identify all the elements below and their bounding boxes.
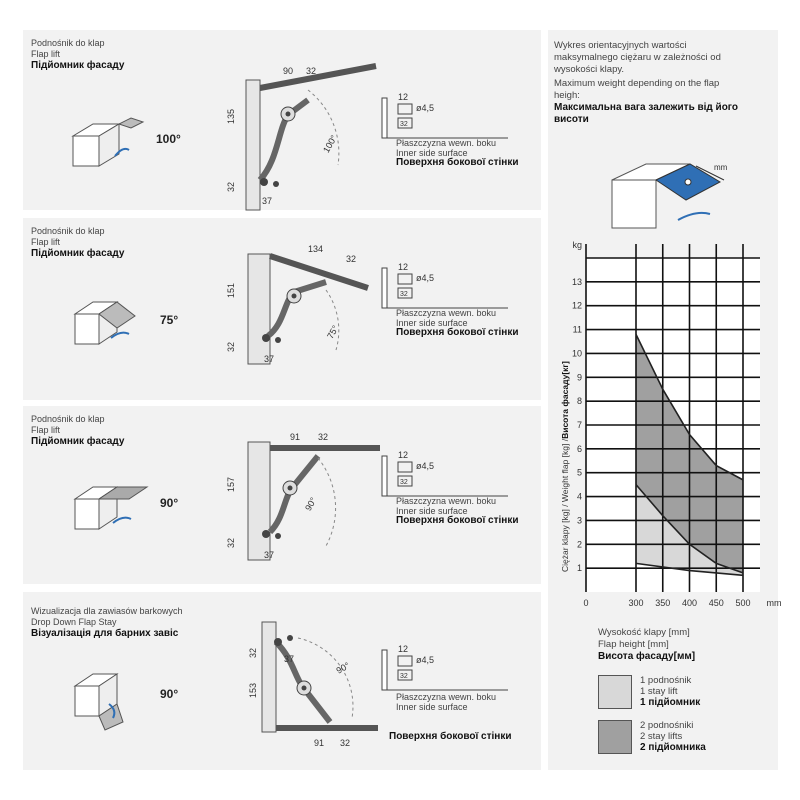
hinge-diagram [218,602,388,762]
dim-c: 37 [284,654,295,664]
dim-h1: 153 [248,682,258,698]
legend-swatch-1 [598,675,632,709]
dim-c: 37 [264,354,275,364]
legend-swatch-2 [598,720,632,754]
dim-h2: 32 [226,537,236,548]
legend-item-1: 1 podnośnik 1 stay lift 1 підйомник [640,675,701,708]
y-tick-label: 3 [576,515,582,526]
cabinet-box-icon [73,294,163,354]
x-tick-label: 300 [628,598,644,608]
svg-text:12: 12 [398,644,409,654]
panel-title: Podnośnik do klap Flap lift Підйомник фасаду [31,414,125,447]
dim-a: 134 [308,244,324,254]
legend-item-2: 2 podnośniki 2 stay lifts 2 підйомника [640,720,706,753]
svg-text:ø4,5: ø4,5 [416,655,435,665]
svg-text:ø4,5: ø4,5 [416,273,435,283]
angle-label: 75° [160,313,179,327]
side-surface-label: Płaszczyzna wewn. boku Inner side surface Поверхня бокової стінки [396,496,519,526]
hinge-diagram [218,240,378,390]
panel-90 [23,406,541,584]
x-tick-label: 500 [735,598,751,608]
panel-title: Wizualizacja dla zawiasów barkowych Drop Down Flap Stay Візуалізація для барних завіс [31,606,183,639]
x-axis-title: Wysokość klapy [mm] Flap height [mm] Висота фасаду[мм] [598,627,696,662]
dim-arc: 90° [334,660,352,676]
y-axis-label: Ciężar klapy [kg] / Weight flap [kg] /Висота фасаду[кг] [560,361,570,572]
panel-title: Podnośnik do klap Flap lift Підйомник фасаду [31,38,125,71]
x-unit: mm [766,598,782,608]
y-tick-label: 7 [576,420,582,430]
dim-c: 37 [262,196,273,206]
svg-text:12: 12 [398,262,409,272]
y-tick-label: 13 [571,276,582,287]
dim-a: 91 [290,432,301,442]
y-tick-label: 2 [576,539,582,550]
y-tick-label: 9 [576,372,582,383]
y-tick-label: 12 [571,300,582,311]
angle-label: 100° [156,132,181,146]
dim-h2: 32 [226,181,236,192]
y-unit: kg [572,240,582,250]
svg-text:32: 32 [400,479,408,486]
x-tick-label: 400 [681,598,698,608]
y-tick-label: 4 [576,491,582,502]
weight-chart [548,230,782,620]
dim-b: 32 [340,738,351,748]
dim-h2: 32 [226,341,236,352]
angle-label: 90° [160,496,179,510]
cabinet-box-icon [73,670,163,730]
dim-arc: 100° [321,133,340,155]
panel-title: Podnośnik do klap Flap lift Підйомник фасаду [31,226,125,259]
cabinet-box-icon [71,118,161,178]
svg-text:12: 12 [398,450,409,460]
weight-chart-panel [548,30,782,770]
svg-text:mm: mm [714,163,728,172]
svg-text:12: 12 [398,92,409,102]
dim-b: 32 [346,254,357,264]
svg-text:32: 32 [400,291,408,298]
cabinet-box-icon [73,481,163,541]
y-tick-label: 1 [576,563,582,574]
panel-100 [23,30,541,210]
angle-label: 90° [160,687,179,701]
dim-c: 37 [264,550,275,560]
hinge-diagram [218,428,388,578]
side-surface-label: Płaszczyzna wewn. boku Inner side surface Поверхня бокової стінки [396,308,519,338]
y-tick-label: 6 [576,443,582,454]
flap-box-icon [606,160,736,240]
y-tick-label: 11 [572,324,582,335]
y-tick-label: 8 [576,396,582,407]
dim-arc: 75° [325,323,341,341]
dim-h1: 135 [226,108,236,124]
svg-text:ø4,5: ø4,5 [416,103,435,113]
dim-arc: 90° [303,495,319,513]
svg-text:32: 32 [400,121,408,128]
side-surface-label-uk: Поверхня бокової стінки [389,731,512,742]
dim-a: 90 [283,66,294,76]
dim-h1: 157 [226,476,236,492]
dim-h1: 151 [226,282,236,298]
x-tick-label: 350 [655,598,671,608]
side-surface-label: Płaszczyzna wewn. boku Inner side surface [396,692,497,712]
dim-h2: 32 [248,647,258,658]
y-tick-label: 5 [576,467,582,478]
svg-text:ø4,5: ø4,5 [416,461,435,471]
svg-text:32: 32 [400,673,408,680]
side-surface-label: Płaszczyzna wewn. boku Inner side surface Поверхня бокової стінки [396,138,519,168]
x-tick-label: 450 [708,598,724,608]
panel-75 [23,218,541,400]
chart-description: Wykres orientacyjnych wartości maksymalnego ciężaru w zależności od wysokości klapy. Maximum weight depending on the flap heigh: Максимальна вага залежить від його висоти [554,40,738,125]
x-tick-label: 0 [583,598,589,608]
dim-b: 32 [318,432,329,442]
dim-a: 91 [314,738,325,748]
panel-drop-down [23,592,541,770]
dim-b: 32 [306,66,317,76]
hinge-diagram [218,60,378,210]
y-tick-label: 10 [571,348,582,359]
